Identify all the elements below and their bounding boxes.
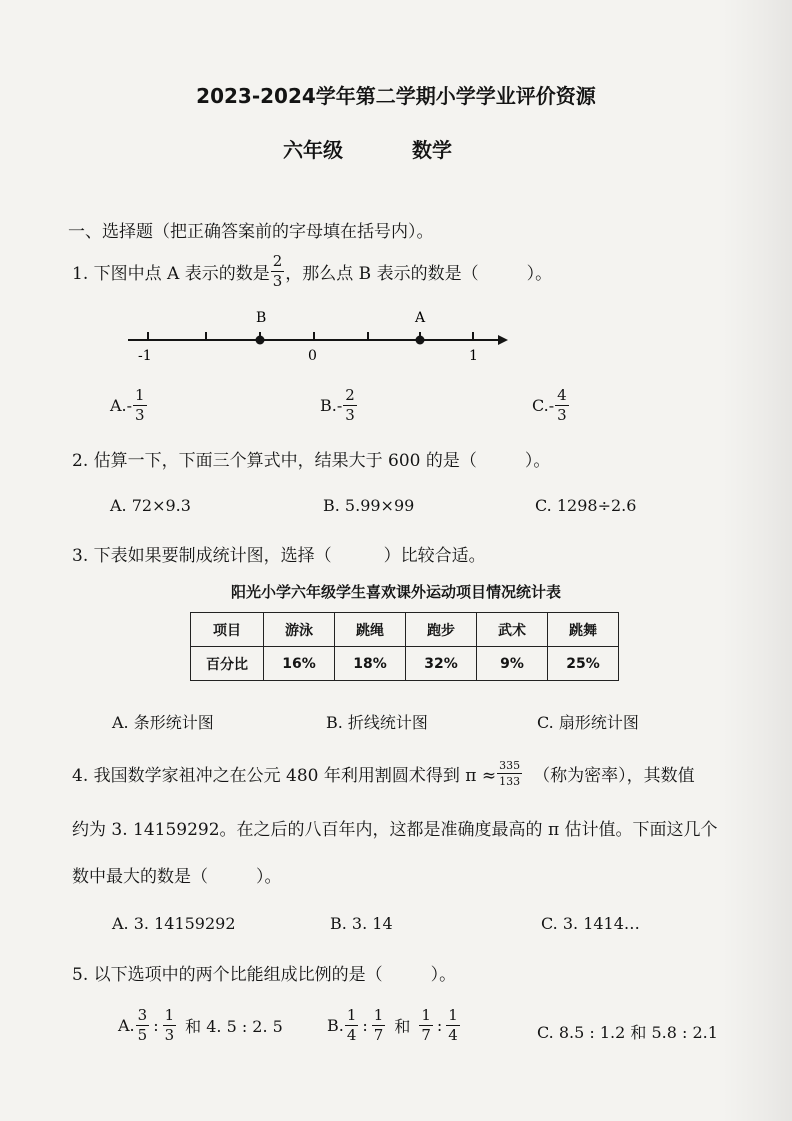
- number-line: [120, 300, 510, 370]
- page-title: 2023-2024学年第二学期小学学业评价资源: [196, 84, 596, 108]
- option-letter: A.: [118, 1016, 135, 1035]
- question-4-line-3: [72, 862, 282, 887]
- option-fraction: [446, 1008, 460, 1043]
- tick-label-one: 1: [469, 348, 478, 364]
- fraction-numerator: 1: [164, 1006, 175, 1024]
- q4-fraction: [497, 760, 522, 787]
- table-cell: 25%: [548, 647, 619, 681]
- section-heading: 一、选择题（把正确答案前的字母填在括号内）。: [68, 222, 434, 242]
- fraction-numerator: 4: [557, 386, 567, 404]
- table-cell: 跳绳: [335, 613, 406, 647]
- q1-text-end: ）。: [526, 264, 553, 284]
- q3-option-a[interactable]: A. 条形统计图: [112, 713, 214, 732]
- option-fraction: [343, 388, 357, 423]
- q4-text-end: ）。: [256, 867, 282, 887]
- q3-text-end: ）比较合适。: [383, 546, 486, 566]
- option-fraction: [136, 1008, 150, 1043]
- tick-label-zero: 0: [308, 348, 317, 364]
- option-fraction: [419, 1008, 433, 1043]
- ratio-colon: :: [362, 1016, 368, 1035]
- fraction-denominator: 3: [345, 406, 355, 424]
- fraction-numerator: 1: [373, 1006, 384, 1024]
- table-cell: 9%: [477, 647, 548, 681]
- q4-option-c[interactable]: C. 3. 1414…: [541, 914, 640, 933]
- fraction-numerator: 1: [346, 1006, 357, 1024]
- q3-option-c[interactable]: C. 扇形统计图: [537, 713, 639, 732]
- stats-table: [190, 612, 619, 681]
- point-b-label: B: [256, 310, 267, 326]
- option-fraction: [133, 388, 147, 423]
- option-text: 和: [394, 1017, 411, 1036]
- fraction-numerator: 2: [345, 386, 355, 404]
- table-header-cell: 项目: [191, 613, 264, 647]
- point-a: [416, 336, 425, 345]
- option-sign: -: [336, 396, 343, 415]
- fraction-denominator: 3: [557, 406, 567, 424]
- table-cell: 跳舞: [548, 613, 619, 647]
- question-3: [72, 541, 486, 566]
- option-letter: A.: [110, 396, 127, 415]
- fraction-denominator: 3: [135, 406, 145, 424]
- q2-option-a[interactable]: A. 72×9.3: [110, 496, 191, 515]
- table-cell: 武术: [477, 613, 548, 647]
- option-letter: B.: [327, 1016, 344, 1035]
- q5-text-end: ）。: [430, 965, 457, 985]
- question-1: [72, 254, 552, 289]
- ratio-colon: :: [153, 1016, 159, 1035]
- fraction-numerator: 1: [448, 1006, 458, 1024]
- fraction-denominator: 7: [373, 1026, 384, 1044]
- question-2: [72, 446, 550, 471]
- q5-option-c[interactable]: C. 8.5 : 1.2 和 5.8 : 2.1: [537, 1023, 718, 1042]
- q5-option-a[interactable]: [118, 1008, 283, 1043]
- point-b: [256, 336, 265, 345]
- table-title: 阳光小学六年级学生喜欢课外运动项目情况统计表: [230, 583, 561, 601]
- point-a-label: A: [415, 310, 426, 326]
- grade-label: 六年级: [283, 138, 343, 162]
- q1-fraction: [271, 254, 285, 289]
- option-sign: -: [548, 396, 555, 415]
- table-cell: 18%: [335, 647, 406, 681]
- table-cell: 游泳: [264, 613, 335, 647]
- option-fraction: [345, 1008, 359, 1043]
- question-4-line-1: [72, 760, 695, 787]
- q1-text-post: ，那么点 B 表示的数是（: [285, 264, 479, 284]
- table-cell: 16%: [264, 647, 335, 681]
- q4-text-post: （称为密率），其数值: [533, 766, 695, 786]
- fraction-denominator: 5: [137, 1026, 148, 1044]
- number-line-arrow: [498, 335, 508, 345]
- question-5: [72, 960, 456, 985]
- q5-option-b[interactable]: [327, 1008, 461, 1043]
- fraction-numerator: 1: [421, 1006, 431, 1024]
- fraction-denominator: 133: [499, 775, 521, 788]
- table-cell: 32%: [406, 647, 477, 681]
- q4-option-a[interactable]: A. 3. 14159292: [112, 914, 236, 933]
- option-text: 和 4. 5 : 2. 5: [185, 1017, 283, 1036]
- q2-text-end: ）。: [524, 451, 551, 471]
- q1-option-a[interactable]: [110, 388, 148, 423]
- tick-label-minus-one: -1: [138, 348, 152, 364]
- table-row: [191, 647, 619, 681]
- question-4-line-2: 约为 3. 14159292。在之后的八百年内，这都是准确度最高的 π 估计值。下面这几个: [72, 820, 718, 840]
- q3-option-b[interactable]: B. 折线统计图: [326, 713, 428, 732]
- fraction-denominator: 4: [346, 1026, 357, 1044]
- page-edge-shadow: [722, 0, 792, 1121]
- q2-option-b[interactable]: B. 5.99×99: [323, 496, 415, 515]
- option-letter: C.: [532, 396, 549, 415]
- fraction-numerator: 2: [272, 252, 283, 270]
- table-cell: 跑步: [406, 613, 477, 647]
- option-fraction: [372, 1008, 386, 1043]
- option-letter: B.: [320, 396, 337, 415]
- option-sign: -: [126, 396, 133, 415]
- q3-text: 3. 下表如果要制成统计图，选择（: [72, 546, 332, 566]
- q4-text-pre: 4. 我国数学家祖冲之在公元 480 年利用割圆术得到 π ≈: [72, 766, 497, 786]
- table-header-cell: 百分比: [191, 647, 264, 681]
- ratio-colon: :: [436, 1016, 443, 1035]
- q4-text: 数中最大的数是（: [72, 867, 208, 887]
- q2-option-c[interactable]: C. 1298÷2.6: [535, 496, 637, 515]
- fraction-numerator: 1: [135, 386, 145, 404]
- q1-option-c[interactable]: [532, 388, 570, 423]
- fraction-numerator: 3: [137, 1006, 148, 1024]
- fraction-denominator: 7: [421, 1026, 431, 1044]
- table-row: [191, 613, 619, 647]
- q5-text: 5. 以下选项中的两个比能组成比例的是（: [72, 965, 383, 985]
- q1-option-b[interactable]: [320, 388, 358, 423]
- q2-text: 2. 估算一下，下面三个算式中，结果大于 600 的是（: [72, 451, 477, 471]
- fraction-denominator: 4: [448, 1026, 458, 1044]
- fraction-denominator: 3: [164, 1026, 175, 1044]
- q1-text-pre: 1. 下图中点 A 表示的数是: [72, 264, 270, 284]
- subject-label: 数学: [412, 138, 452, 162]
- fraction-numerator: 335: [499, 759, 521, 772]
- option-fraction: [163, 1008, 177, 1043]
- fraction-denominator: 3: [272, 272, 283, 290]
- q4-option-b[interactable]: B. 3. 14: [330, 914, 393, 933]
- option-fraction: [555, 388, 569, 423]
